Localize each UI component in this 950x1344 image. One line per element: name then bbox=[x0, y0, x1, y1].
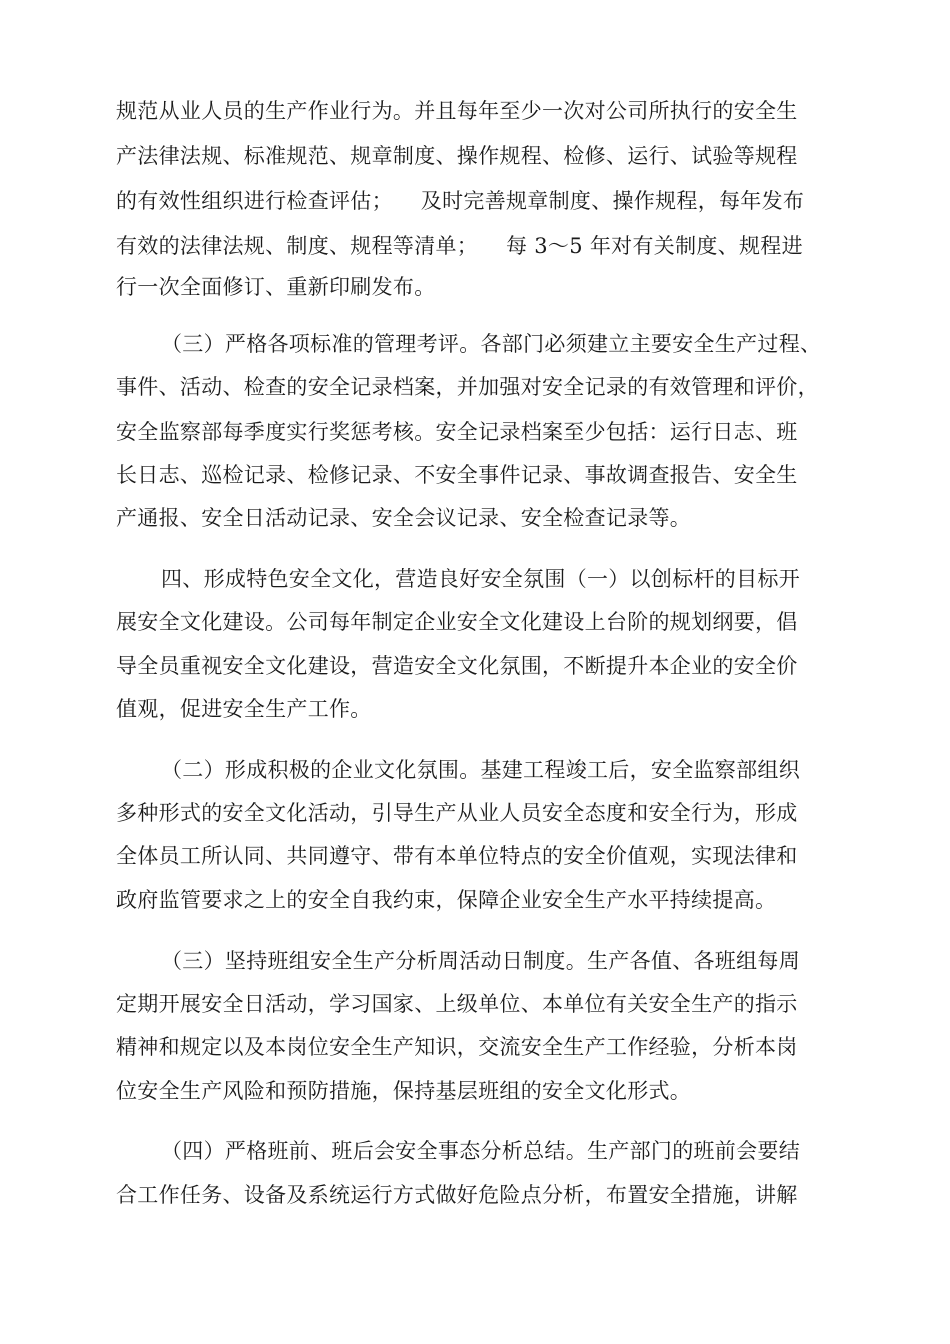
paragraph-line: 有效的法律法规、制度、规程等清单； 每 3～5 年对有关制度、规程进 bbox=[116, 234, 803, 258]
paragraph-line: 定期开展安全日活动，学习国家、上级单位、本单位有关安全生产的指示 bbox=[116, 992, 798, 1016]
paragraph-line: 的有效性组织进行检查评估； 及时完善规章制度、操作规程，每年发布 bbox=[116, 189, 805, 213]
paragraph-line: 规范从业人员的生产作业行为。并且每年至少一次对公司所执行的安全生 bbox=[116, 99, 798, 123]
paragraph-line: 事件、活动、检查的安全记录档案，并加强对安全记录的有效管理和评价， bbox=[116, 375, 819, 399]
paragraph-line: （三）严格各项标准的管理考评。各部门必须建立主要安全生产过程、 bbox=[161, 332, 822, 356]
paragraph-line: 安全监察部每季度实行奖惩考核。安全记录档案至少包括：运行日志、班 bbox=[116, 420, 798, 444]
paragraph-line: 四、形成特色安全文化，营造良好安全氛围（一）以创标杆的目标开 bbox=[161, 567, 800, 591]
paragraph-line: 长日志、巡检记录、检修记录、不安全事件记录、事故调查报告、安全生 bbox=[116, 463, 798, 487]
paragraph-line: （四）严格班前、班后会安全事态分析总结。生产部门的班前会要结 bbox=[161, 1139, 800, 1163]
paragraph-line: 全体员工所认同、共同遵守、带有本单位特点的安全价值观，实现法律和 bbox=[116, 844, 798, 868]
paragraph-line: 产通报、安全日活动记录、安全会议记录、安全检查记录等。 bbox=[116, 506, 692, 530]
paragraph-line: 位安全生产风险和预防措施，保持基层班组的安全文化形式。 bbox=[116, 1079, 692, 1103]
paragraph-line: 值观，促进安全生产工作。 bbox=[116, 697, 372, 721]
paragraph-line: 多种形式的安全文化活动，引导生产从业人员安全态度和安全行为，形成 bbox=[116, 801, 798, 825]
paragraph-line: 产法律法规、标准规范、规章制度、操作规程、检修、运行、试验等规程 bbox=[116, 144, 798, 168]
paragraph-line: 行一次全面修订、重新印刷发布。 bbox=[116, 275, 436, 299]
paragraph-line: 合工作任务、设备及系统运行方式做好危险点分析，布置安全措施，讲解 bbox=[116, 1183, 798, 1207]
paragraph-line: 精神和规定以及本岗位安全生产知识，交流安全生产工作经验，分析本岗 bbox=[116, 1035, 798, 1059]
paragraph-line: （三）坚持班组安全生产分析周活动日制度。生产各值、各班组每周 bbox=[161, 949, 800, 973]
paragraph-line: 展安全文化建设。公司每年制定企业安全文化建设上台阶的规划纲要，倡 bbox=[116, 610, 798, 634]
paragraph-line: 导全员重视安全文化建设，营造安全文化氛围，不断提升本企业的安全价 bbox=[116, 654, 798, 678]
paragraph-line: （二）形成积极的企业文化氛围。基建工程竣工后，安全监察部组织 bbox=[161, 758, 800, 782]
paragraph-line: 政府监管要求之上的安全自我约束，保障企业安全生产水平持续提高。 bbox=[116, 888, 777, 912]
